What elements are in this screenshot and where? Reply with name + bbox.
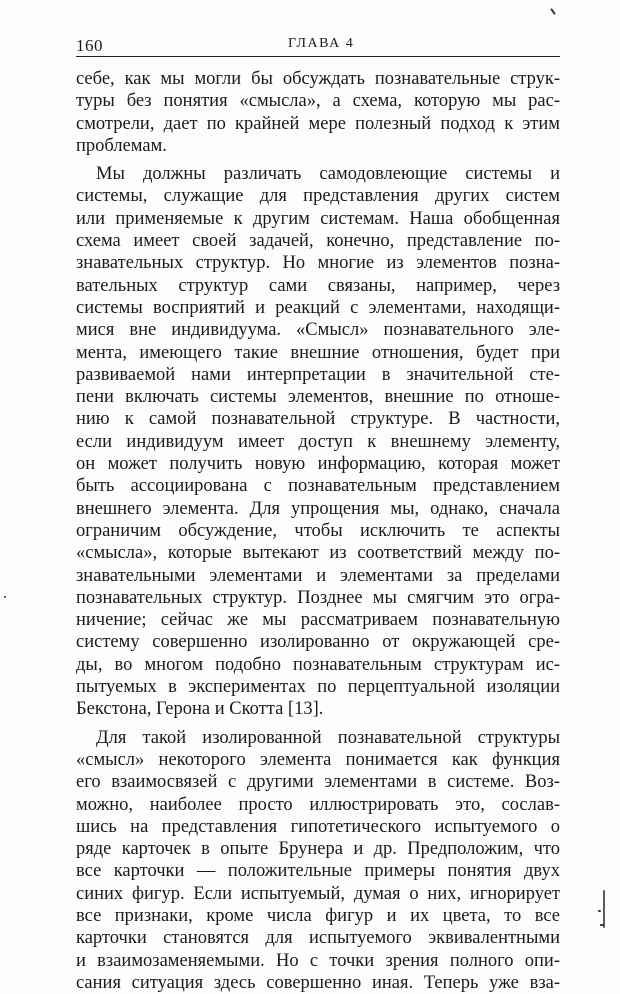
text-line: ряде карточек в опыте Брунера и др. Предположим, что xyxy=(76,839,560,860)
text-line: и взаимозаменяемыми. Но с точки зрения полного опи- xyxy=(76,950,560,971)
text-line: «смысла», которые вытекают из соответствий между по- xyxy=(76,543,560,564)
paragraph xyxy=(76,163,560,720)
text-line: систему совершенно изолированно от окружающей сре- xyxy=(76,632,560,653)
text-line: смотрели, дает по крайней мере полезный подход к этим xyxy=(76,113,560,134)
text-line: «смысл» некоторого элемента понимается как функция xyxy=(76,749,560,770)
text-line: шись на представления гипотетического испытуемого о xyxy=(76,816,560,837)
page-number: 160 xyxy=(76,36,103,55)
scan-speck xyxy=(4,596,6,598)
text-line: быть ассоциирована с познавательным представлением xyxy=(76,476,560,497)
text-line: схема имеет своей задачей, конечно, представление по- xyxy=(76,231,560,252)
paragraph xyxy=(76,68,560,157)
text-line: все карточки — положительные примеры понятия двух xyxy=(76,861,560,882)
text-line: развиваемой нами интерпретации в значительной сте- xyxy=(76,364,560,385)
text-line: ничение; сейчас же мы рассматриваем познавательную xyxy=(76,610,560,631)
header-rule xyxy=(76,56,560,57)
scan-speck xyxy=(603,890,605,928)
text-line: Мы должны различать самодовлеющие системы и xyxy=(96,164,560,185)
text-line: можно, наиболее просто иллюстрировать это, сослав- xyxy=(76,794,560,815)
scan-speck xyxy=(598,910,601,912)
text-line: Для такой изолированной познавательной структуры xyxy=(96,727,560,748)
text-line: вательных структур сами связаны, например, через xyxy=(76,275,560,296)
text-line: ды, во многом подобно познавательным структурам ис- xyxy=(76,654,560,675)
text-line: сания ситуация здесь совершенно иная. Теперь уже вза- xyxy=(76,972,560,993)
text-line: себе, как мы могли бы обсуждать познавательные струк- xyxy=(76,69,560,89)
text-line: системы восприятий и реакций с элементами, находящи- xyxy=(76,297,560,318)
running-header xyxy=(76,36,560,58)
text-line: проблемам. xyxy=(76,135,167,156)
text-line: он может получить новую информацию, которая может xyxy=(76,454,560,475)
text-line: знавательных структур. Но многие из элементов позна- xyxy=(76,253,560,274)
text-line: его взаимосвязей с другими элементами в системе. Воз- xyxy=(76,772,560,793)
text-line: карточки становятся для испытуемого эквивалентными xyxy=(76,928,560,949)
text-line: синих фигур. Если испытуемый, думая о них, игнорирует xyxy=(76,883,560,904)
text-line: туры без понятия «смысла», а схема, которую мы рас- xyxy=(76,91,560,112)
text-line: мися вне индивидуума. «Смысл» познавательного эле- xyxy=(76,320,560,341)
body-text xyxy=(76,68,560,994)
text-line: знавательными элементами и элементами за пределами xyxy=(76,565,560,586)
text-line: системы, служащие для представления других систем xyxy=(76,186,560,207)
text-line: внешнего элемента. Для упрощения мы, однако, сначала xyxy=(76,498,560,519)
text-line: нию к самой познавательной структуре. В частности, xyxy=(76,409,560,430)
running-title: ГЛАВА 4 xyxy=(288,36,355,51)
text-line: все признаки, кроме числа фигур и их цвета, то все xyxy=(76,905,560,926)
scan-speck xyxy=(600,924,604,926)
text-line: познавательных структур. Позднее мы смягчим это огра- xyxy=(76,587,560,608)
text-line: если индивидуум имеет доступ к внешнему элементу, xyxy=(76,431,560,452)
paragraph xyxy=(76,727,560,994)
text-line: пытуемых в экспериментах по перцептуальной изоляции xyxy=(76,677,560,698)
scan-speck xyxy=(550,8,556,15)
text-line: Бекстона, Герона и Скотта [13]. xyxy=(76,699,324,720)
text-line: или применяемые к другим системам. Наша обобщенная xyxy=(76,208,560,229)
text-line: мента, имеющего такие внешние отношения, будет при xyxy=(76,342,560,363)
text-line: пени включать системы элементов, внешние по отноше- xyxy=(76,387,560,408)
text-line: ограничим обсуждение, чтобы исключить те аспекты xyxy=(76,520,560,541)
